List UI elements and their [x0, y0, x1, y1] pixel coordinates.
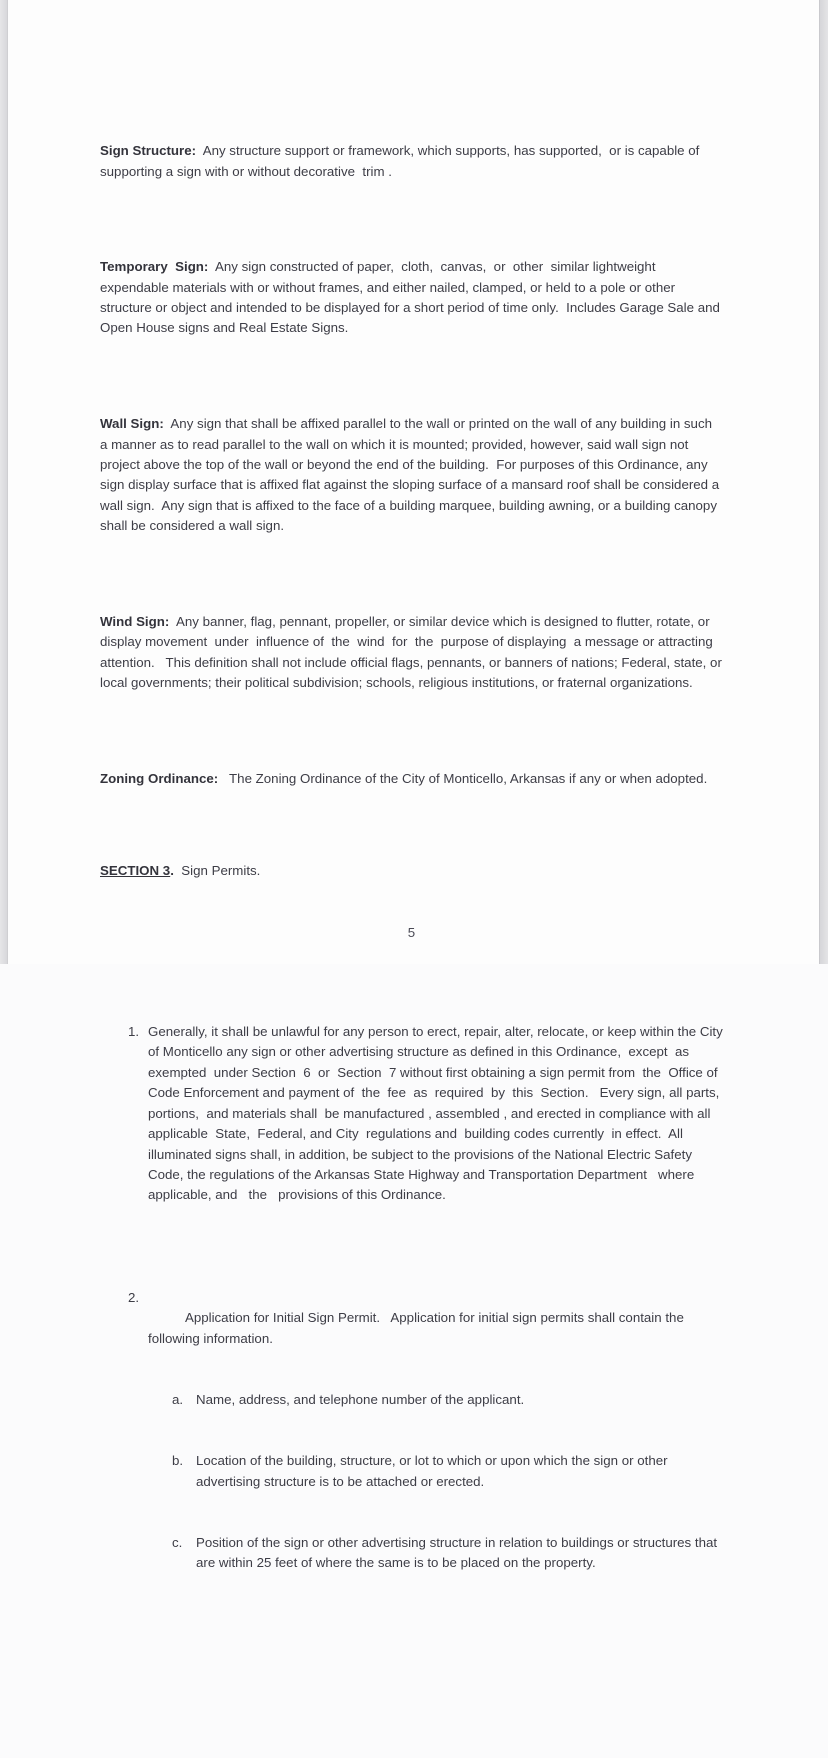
- definition-zoning-ordinance: [100, 769, 723, 789]
- list-item-2-intro: Application for Initial Sign Permit. Application for initial sign permits shall contain the following information.: [148, 1310, 688, 1346]
- definition-text: Any sign constructed of paper, cloth, canvas, or other similar lightweight expendable materials with or without frames, and either nailed, clamped, or held to a pole or other structure or object and intended to be displayed for a short period of time only. Includes Garage Sale and Open House signs and Real Estate Signs.: [100, 259, 724, 336]
- sub-item-text: Position of the sign or other advertising structure in relation to buildings or structures that are within 25 feet of where the same is to be placed on the property.: [196, 1534, 721, 1571]
- sub-item-letter: a.: [172, 1391, 184, 1407]
- sub-item-b: [148, 1451, 723, 1492]
- definition-text: Any structure support or framework, which supports, has supported, or is capable of supporting a sign with or without decorative trim .: [100, 143, 704, 179]
- section-label: SECTION 3: [100, 863, 171, 879]
- list-item-text: Generally, it shall be unlawful for any person to erect, repair, alter, relocate, or keep within the City of Monticello any sign or other advertising structure as defined in this Ordinance, except as exempted under Section 6 or Section 7 without first obtaining a sign permit from the Office of Code Enforcement and payment of the fee as required by this Section. Every sign, all parts, portions, and materials shall be manufactured , assembled , and erected in compliance with all applicable State, Federal, and City regulations and building codes currently in effect. All illuminated signs shall, in addition, be subject to the provisions of the National Electric Safety Code, the regulations of the Arkansas State Highway and Transportation Department where applicable, and the provisions of this Ordinance.: [148, 1024, 727, 1203]
- definition-sign-structure: [100, 141, 723, 182]
- list-item-number: 2.: [128, 1289, 140, 1305]
- definition-wall-sign: [100, 414, 723, 536]
- definition-term: Zoning Ordinance:: [100, 770, 219, 786]
- sub-item-text: Name, address, and telephone number of the applicant.: [196, 1391, 525, 1407]
- sublist: [148, 1372, 723, 1611]
- definition-temporary-sign: [100, 257, 723, 339]
- scan-edge-right: [819, 0, 828, 964]
- sub-item-a: [148, 1390, 723, 1410]
- definition-term: Wind Sign:: [100, 613, 170, 629]
- section-heading: [100, 861, 723, 881]
- definition-text: Any sign that shall be affixed parallel to the wall or printed on the wall of any building in such a manner as to read parallel to the wall on which it is mounted; provided, however, said wall sign not project above the top of the wall or beyond the end of the building. For purposes of this Ordinance, any sign display surface that is affixed flat against the sloping surface of a mansard roof shall be considered a wall sign. Any sign that is affixed to the face of a building marquee, building awning, or a building canopy shall be considered a wall sign.: [100, 416, 723, 534]
- definition-term: Sign Structure:: [100, 143, 197, 159]
- page-number: 5: [407, 925, 416, 940]
- sub-item-text: Location of the building, structure, or lot to which or upon which the sign or other advertising structure is to be attached or erected.: [196, 1453, 672, 1489]
- permit-requirements-list: [100, 961, 727, 1717]
- definition-wind-sign: [100, 612, 726, 694]
- list-item-number: 1.: [128, 1024, 140, 1040]
- sub-item-c: [148, 1533, 723, 1574]
- definition-text: Any banner, flag, pennant, propeller, or similar device which is designed to flutter, rotate, or display movement under influence of the wind for the purpose of displaying a message or attracting attention. This definition shall not include official flags, pennants, or banners of nations; Federal, state, or local governments; their political subdivision; schools, religious institutions, or fraternal organizations.: [100, 613, 726, 690]
- section-label-period: .: [170, 863, 174, 879]
- page-content: [100, 80, 727, 1758]
- list-item-text: [148, 1288, 723, 1635]
- sub-item-letter: b.: [172, 1453, 184, 1469]
- definition-term: Wall Sign:: [100, 416, 164, 432]
- sub-item-letter: c.: [172, 1534, 183, 1550]
- list-item-2: [100, 1288, 723, 1635]
- section-title: Sign Permits.: [173, 863, 261, 879]
- list-item-1: [100, 1022, 727, 1206]
- definition-term: Temporary Sign:: [100, 259, 209, 275]
- definition-text: The Zoning Ordinance of the City of Monticello, Arkansas if any or when adopted.: [218, 770, 708, 786]
- scan-edge-left: [0, 0, 8, 964]
